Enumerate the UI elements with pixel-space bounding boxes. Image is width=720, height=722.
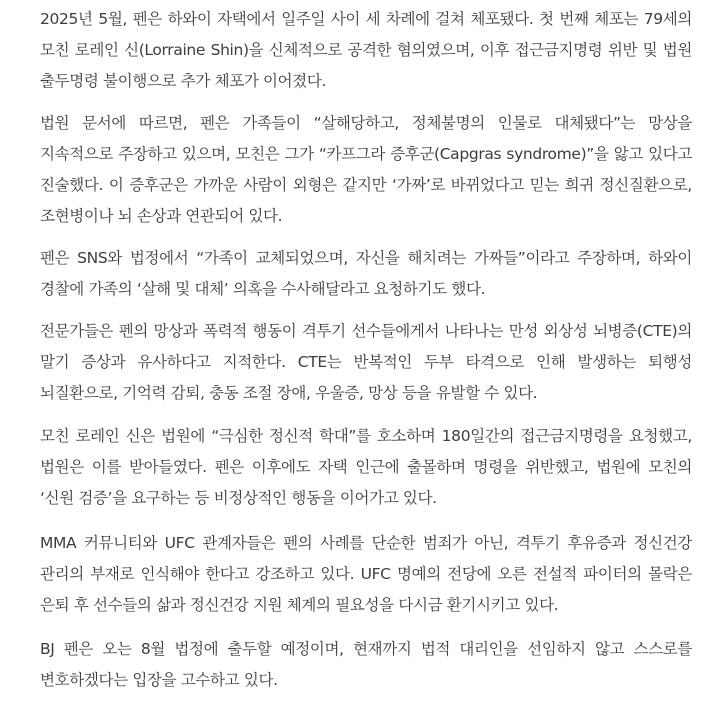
article-paragraph-1: 2025년 5월, 펜은 하와이 자택에서 일주일 사이 세 차례에 걸쳐 체포됐다. 첫 번째 체포는 79세의 모친 로레인 신(Lorraine Shin)을 신체적으로 공격한 혐의였으며, 이후 접근금지명령 위반 및 법원 출두명령 불이행으로 추가 체포가 이어졌다.: [40, 10, 692, 90]
article-paragraph-7: BJ 펜은 오는 8월 법정에 출두할 예정이며, 현재까지 법적 대리인을 선임하지 않고 스스로를 변호하겠다는 입장을 고수하고 있다.: [40, 640, 692, 689]
article-paragraph-6: MMA 커뮤니티와 UFC 관계자들은 펜의 사례를 단순한 범죄가 아닌, 격투기 후유증과 정신건강 관리의 부재로 인식해야 한다고 강조하고 있다. UFC 명예의 전당에 오른 전설적 파이터의 몰락은 은퇴 후 선수들의 삶과 정신건강 지원 체계의 필요성을 다시금 환기시키고 있다.: [40, 534, 692, 614]
article-paragraph-2: 법원 문서에 따르면, 펜은 가족들이 “살해당하고, 정체불명의 인물로 대체됐다”는 망상을 지속적으로 주장하고 있으며, 모친은 그가 “카프그라 증후군(Capgras syndrome)”을 앓고 있다고 진술했다. 이 증후군은 가까운 사람이 외형은 같지만 ‘가짜’로 바뀌었다고 믿는 희귀 정신질환으로, 조현병이나 뇌 손상과 연관되어 있다.: [40, 114, 692, 225]
article-paragraph-3: 펜은 SNS와 법정에서 “가족이 교체되었으며, 자신을 해치려는 가짜들”이라고 주장하며, 하와이 경찰에 가족의 ‘살해 및 대체’ 의혹을 수사해달라고 요청하기도 했다.: [40, 249, 692, 298]
article-paragraph-4: 전문가들은 펜의 망상과 폭력적 행동이 격투기 선수들에게서 나타나는 만성 외상성 뇌병증(CTE)의 말기 증상과 유사하다고 지적한다. CTE는 반복적인 두부 타격으로 인해 발생하는 퇴행성 뇌질환으로, 기억력 감퇴, 충동 조절 장애, 우울증, 망상 등을 유발할 수 있다.: [40, 322, 692, 402]
article-paragraph-5: 모친 로레인 신은 법원에 “극심한 정신적 학대”를 호소하며 180일간의 접근금지명령을 요청했고, 법원은 이를 받아들였다. 펜은 이후에도 자택 인근에 출몰하며 명령을 위반했고, 법원에 모친의 ‘신원 검증’을 요구하는 등 비정상적인 행동을 이어가고 있다.: [40, 427, 692, 507]
